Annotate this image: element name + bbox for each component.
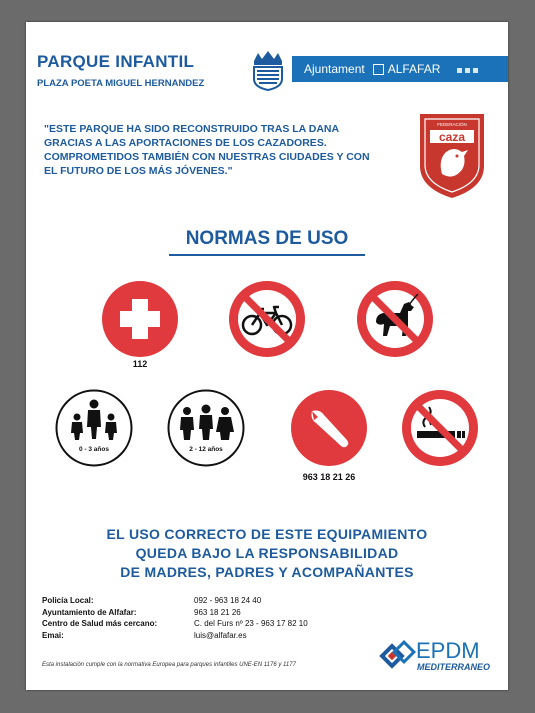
epdm-subtitle: MEDITERRANEO [417,662,491,672]
contact-label: Ayuntamiento de Alfafar: [42,607,137,617]
caza-top-text: FEDERACIÓN [437,122,467,127]
kids-2-12-caption: 2 - 12 años [189,446,223,453]
responsibility-notice [26,525,508,582]
responsibility-line-2: QUEDA BAJO LA RESPONSABILIDAD [135,545,399,561]
dedication-quote: "ESTE PARQUE HA SIDO RECONSTRUIDO TRAS LA DANA GRACIAS A LAS APORTACIONES DE LOS CAZADORES. COMPROMETIDOS TAMBIÉN CON NUESTRAS CIUDADES Y CON EL FUTURO DE LOS MÁS JÓVENES." [44,123,370,177]
contact-label: Centro de Salud más cercano: [42,619,158,628]
kids-0-3-caption: 0 - 3 años [79,446,109,453]
first-aid-caption: 112 [132,359,148,369]
epdm-logo [374,628,504,678]
contact-label: Emai: [42,630,64,640]
page-subtitle: PLAZA POETA MIGUEL HERNANDEZ [37,78,205,89]
contact-value: 963 18 21 26 [194,607,241,617]
maintenance-caption: 963 18 21 26 [302,472,356,482]
contact-row [42,619,308,631]
no-smoking-icon [401,389,479,467]
responsibility-line-3: DE MADRES, PADRES Y ACOMPAÑANTES [120,564,414,580]
alfafar-crest-icon [248,49,288,91]
contact-label: Policía Local: [42,596,94,605]
section-underline [169,254,365,256]
page-title: PARQUE INFANTIL [37,52,195,71]
no-bicycles-icon [228,280,306,358]
contact-list [42,596,308,642]
caza-word: caza [438,130,466,144]
epdm-wordmark: EPDM [416,638,480,663]
kids-2-12-icon [167,389,245,467]
section-title: NORMAS DE USO [185,228,349,249]
contact-row [42,596,308,608]
first-aid-icon [101,280,179,358]
contact-email: luis@alfafar.es [194,630,247,640]
responsibility-line-1: EL USO CORRECTO DE ESTE EQUIPAMIENTO [106,526,428,542]
dots-icon [454,62,478,76]
contact-value: 092 - 963 18 24 40 [194,596,262,605]
ayuntamiento-name: ALFAFAR [387,62,441,76]
ayuntamiento-banner [292,56,508,82]
park-sign [26,22,508,690]
ayuntamiento-logo-icon [373,64,384,75]
norm-footnote: Esta instalación cumple con la normativa Europea para parques infantiles UNE-EN 1176 y 1177 [42,662,296,668]
maintenance-wrench-icon [290,389,368,467]
kids-0-3-icon [55,389,133,467]
ayuntamiento-prefix: Ajuntament [304,62,365,76]
contact-value: C. del Furs nº 23 - 963 17 82 10 [194,619,308,628]
caza-logo [416,110,488,200]
no-dogs-icon [356,280,434,358]
contact-row [42,608,308,620]
contact-row [42,631,308,643]
